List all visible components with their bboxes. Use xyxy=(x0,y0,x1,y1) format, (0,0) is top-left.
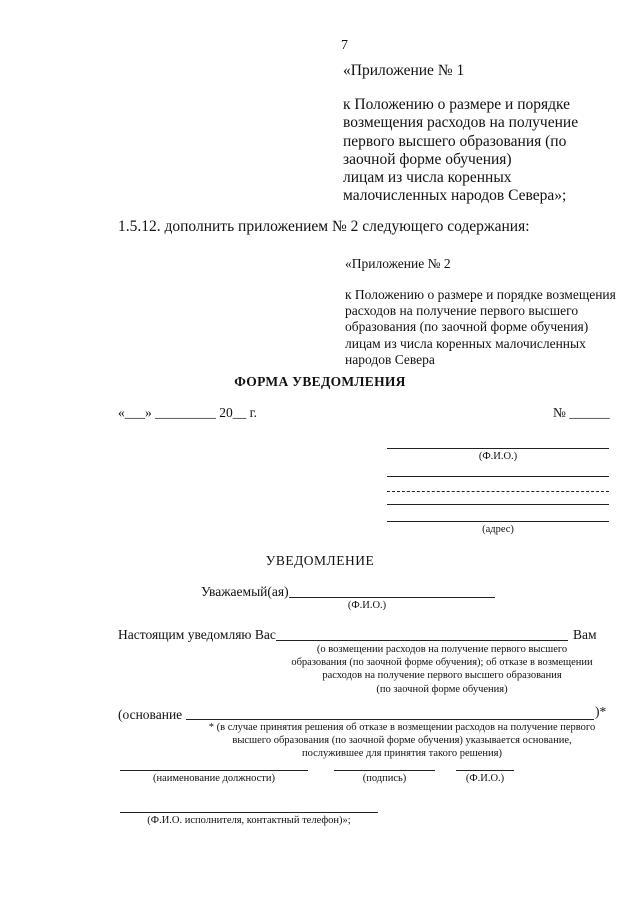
position-line xyxy=(120,770,308,771)
address-line xyxy=(387,491,609,492)
appendix-1-title: «Приложение № 1 xyxy=(343,62,465,79)
hereby-line xyxy=(276,640,568,641)
recipient-fio-caption: (Ф.И.О.) xyxy=(478,451,518,462)
appendix-2-line: лицам из числа коренных малочисленных xyxy=(345,335,586,351)
hereby-caption xyxy=(276,643,608,696)
appendix-2-line: народов Севера xyxy=(345,351,435,367)
basis-line xyxy=(186,719,594,720)
hereby-suffix: Вам xyxy=(573,627,597,642)
appendix-2-body xyxy=(345,287,616,368)
recipient-fio-line xyxy=(387,448,609,449)
appendix-2-line: расходов на получение первого высшего xyxy=(345,303,579,319)
appendix-1-line: заочной форме обучения) xyxy=(343,150,512,168)
dear-fio-caption: (Ф.И.О.) xyxy=(347,600,387,611)
hereby-label: Настоящим уведомляю Вас xyxy=(118,627,276,642)
appendix-1-line: к Положению о размере и порядке xyxy=(343,96,571,113)
number-field: № ______ xyxy=(553,405,610,420)
basis-label: (основание xyxy=(118,707,183,722)
basis-note-line: послужившее для принятия такого решения) xyxy=(302,748,502,760)
hereby-caption-line: образования (по заочной форме обучения); об отказе в возмещении xyxy=(291,657,593,669)
executor-caption: (Ф.И.О. исполнителя, контактный телефон)»; xyxy=(147,815,351,826)
basis-suffix: )* xyxy=(595,704,607,719)
appendix-2-line: образования (по заочной форме обучения) xyxy=(345,319,589,335)
hereby-caption-line: (о возмещении расходов на получение первого высшего xyxy=(316,644,568,655)
address-line xyxy=(387,504,609,505)
signatory-fio-caption: (Ф.И.О.) xyxy=(465,773,505,784)
dear-fio-line xyxy=(289,597,495,598)
appendix-1-line: малочисленных народов Севера»; xyxy=(343,187,567,205)
hereby-caption-line: (по заочной форме обучения) xyxy=(376,683,508,695)
signature-line xyxy=(334,770,435,771)
appendix-2-title: «Приложение № 2 xyxy=(345,256,451,271)
hereby-caption-line: расходов на получение первого высшего образования xyxy=(322,670,562,682)
signatory-fio-line xyxy=(456,770,514,771)
basis-note-line: * (в случае принятия решения об отказе в возмещении расходов на получение первого xyxy=(208,722,596,733)
basis-note-line: высшего образования (по заочной форме обучения) указывается основание, xyxy=(232,735,572,747)
clause-text: 1.5.12. дополнить приложением № 2 следующего содержания: xyxy=(118,218,530,235)
page-number: 7 xyxy=(341,38,348,53)
appendix-2-line: к Положению о размере и порядке возмещения xyxy=(345,287,616,302)
date-field: «___» _________ 20__ г. xyxy=(118,405,258,420)
address-caption: (адрес) xyxy=(482,524,514,535)
position-caption: (наименование должности) xyxy=(152,773,276,784)
appendix-1-line: лицам из числа коренных xyxy=(343,169,512,187)
executor-line xyxy=(120,812,378,813)
appendix-1-line: возмещения расходов на получение xyxy=(343,114,579,132)
address-line xyxy=(387,476,609,477)
dear-label: Уважаемый(ая) xyxy=(201,584,289,599)
address-line xyxy=(387,521,609,522)
signature-caption: (подпись) xyxy=(362,773,407,784)
appendix-1-body xyxy=(343,96,578,206)
appendix-1-line: первого высшего образования (по xyxy=(343,132,567,150)
notice-title: УВЕДОМЛЕНИЕ xyxy=(265,553,375,568)
form-title: ФОРМА УВЕДОМЛЕНИЯ xyxy=(234,374,406,389)
basis-note xyxy=(196,721,608,761)
